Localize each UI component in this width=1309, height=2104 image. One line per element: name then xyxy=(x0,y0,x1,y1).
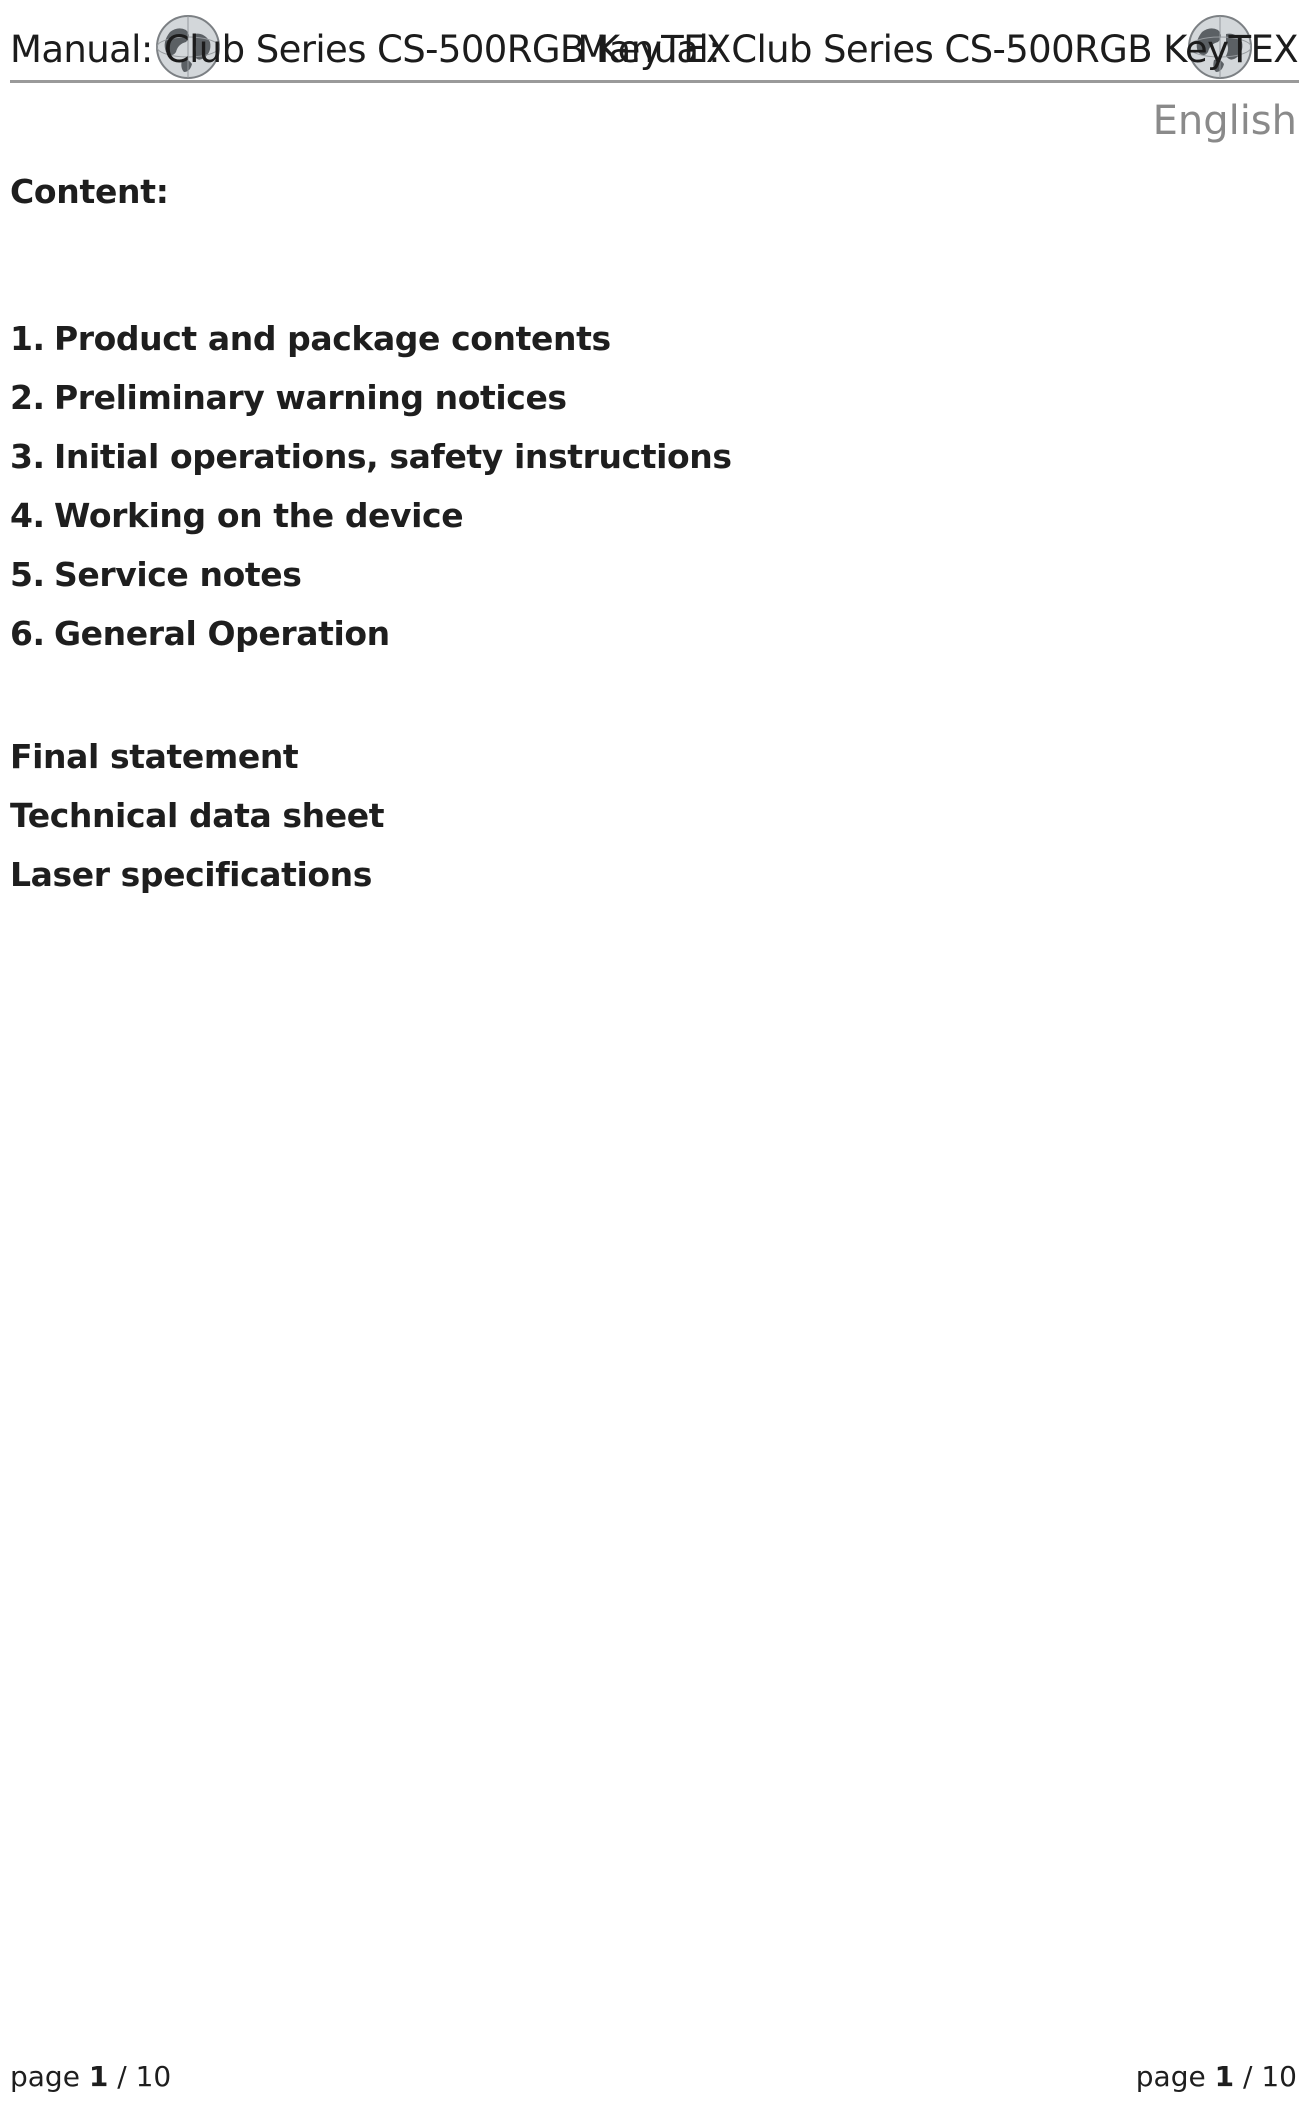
appendix-item-laser-specifications: Laser specifications xyxy=(10,855,372,894)
header-divider xyxy=(10,80,1299,83)
toc-item-service-notes xyxy=(10,555,732,614)
page-number-separator: / xyxy=(1243,2060,1253,2093)
toc-item-label: Preliminary warning notices xyxy=(54,378,567,417)
appendix-list xyxy=(10,737,384,914)
toc-item-label: Working on the device xyxy=(54,496,464,535)
toc-item-label: Service notes xyxy=(54,555,302,594)
toc-item-label: Initial operations, safety instructions xyxy=(54,437,732,476)
toc-item-initial-operations xyxy=(10,437,732,496)
page-number-left xyxy=(10,2060,171,2093)
page-number-separator: / xyxy=(117,2060,127,2093)
page-number-right xyxy=(1136,2060,1297,2093)
toc-item-number: 4. xyxy=(10,496,45,535)
page-number-prefix: page xyxy=(1135,2060,1206,2093)
toc-item-number: 5. xyxy=(10,555,45,594)
toc-item-warning-notices xyxy=(10,378,732,437)
page-number-total: 10 xyxy=(1261,2060,1297,2093)
toc-item-number: 6. xyxy=(10,614,45,653)
appendix-item-technical-data-sheet: Technical data sheet xyxy=(10,796,385,835)
page-header xyxy=(10,12,1298,82)
toc-item-label: General Operation xyxy=(54,614,390,653)
toc-item-working-on-device xyxy=(10,496,732,555)
page-number-current: 1 xyxy=(88,2060,109,2093)
language-label: English xyxy=(1152,98,1297,144)
toc-item-general-operation xyxy=(10,614,732,673)
appendix-item-final-statement: Final statement xyxy=(10,737,299,776)
header-title-right: Manual: Club Series CS-500RGB KeyTEX xyxy=(577,28,1298,71)
toc-item-product-contents xyxy=(10,319,732,378)
toc-item-number: 2. xyxy=(10,378,45,417)
toc-item-number: 1. xyxy=(10,319,45,358)
page-number-current: 1 xyxy=(1214,2060,1235,2093)
table-of-contents xyxy=(10,319,732,673)
toc-item-label: Product and package contents xyxy=(54,319,611,358)
toc-item-number: 3. xyxy=(10,437,45,476)
content-heading: Content: xyxy=(10,172,169,211)
page-number-total: 10 xyxy=(135,2060,172,2093)
header-title-left: Manual: Club Series CS-500RGB KeyTEX xyxy=(10,28,731,71)
page-number-prefix: page xyxy=(10,2060,80,2093)
